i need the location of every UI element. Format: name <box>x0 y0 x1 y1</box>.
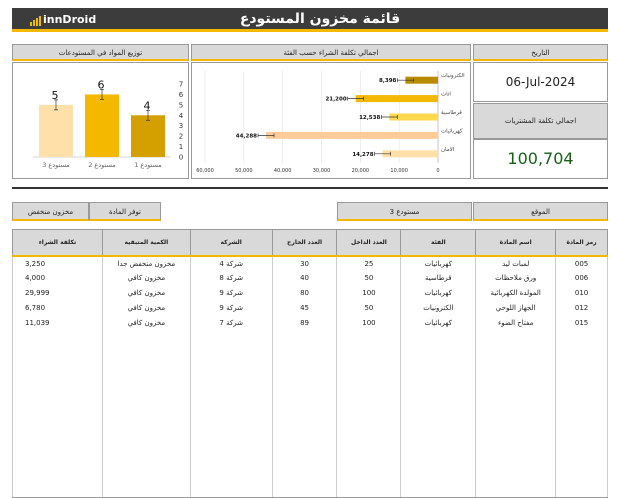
cell-name: المولدة الكهربائية <box>476 286 556 301</box>
col-company: الشركة <box>190 230 272 256</box>
y-tick-label: اثاث <box>441 91 451 98</box>
x-tick-label: مستودع 1 <box>134 161 162 169</box>
cell-name: الجهاز اللوحي <box>476 301 556 316</box>
cell-in: 50 <box>337 271 401 286</box>
page-title: قائمة مخزون المستودع <box>239 11 401 27</box>
data-label: 12,538 <box>359 115 381 121</box>
data-label: 6 <box>97 78 105 92</box>
x-tick-label: 30,000 <box>312 168 331 174</box>
availability-label: توفر المادة <box>89 202 161 221</box>
data-label: 21,200 <box>325 96 347 103</box>
x-tick-label: 40,000 <box>273 168 292 174</box>
cell-category: الكترونيات <box>401 301 476 316</box>
cell-cost: 4,000 <box>13 271 103 286</box>
y-tick-label: قرطاسية <box>441 110 462 116</box>
bar <box>131 115 165 157</box>
y-tick-label: 0 <box>178 153 184 162</box>
table-header-row <box>13 230 608 256</box>
section-divider <box>12 187 608 189</box>
site-select[interactable]: مستودع 3 <box>337 202 472 221</box>
col-out: العدد الخارج <box>272 230 337 256</box>
y-tick-label: الامان <box>441 146 455 153</box>
cell-category: كهربائيات <box>401 286 476 301</box>
total-value: 100,704 <box>473 139 608 179</box>
dist-chart-title: توزيع المواد في المستودعات <box>12 44 189 61</box>
data-label: 14,278 <box>352 151 374 158</box>
cell-company: شركة 9 <box>190 286 272 301</box>
cell-company: شركة 9 <box>190 301 272 316</box>
data-label: 4 <box>143 99 151 113</box>
cell-code: 006 <box>556 271 608 286</box>
cell-cost: 6,780 <box>13 301 103 316</box>
table-row <box>13 316 608 331</box>
col-cost: تكلفة الشراء <box>13 230 103 256</box>
date-label: التاريخ <box>473 44 608 61</box>
data-label: 5 <box>51 88 59 102</box>
y-tick-label: 7 <box>178 80 184 89</box>
cell-in: 25 <box>337 256 401 271</box>
cell-out: 30 <box>272 256 337 271</box>
cost-chart-panel <box>191 62 471 179</box>
x-tick-label: 0 <box>436 168 440 174</box>
cell-name: لمبات ليد <box>476 256 556 271</box>
logo-bars-icon <box>30 16 41 26</box>
cell-company: شركة 8 <box>190 271 272 286</box>
cell-cost: 3,250 <box>13 256 103 271</box>
col-name: اسم المادة <box>476 230 556 256</box>
y-tick-label: 1 <box>178 143 184 152</box>
col-in: العدد الداخل <box>337 230 401 256</box>
cell-category: كهربائيات <box>401 256 476 271</box>
cell-in: 100 <box>337 286 401 301</box>
table-row <box>13 271 608 286</box>
cell-in: 100 <box>337 316 401 331</box>
x-tick-label: 10,000 <box>390 168 408 174</box>
cell-in: 50 <box>337 301 401 316</box>
cell-out: 80 <box>272 286 337 301</box>
availability-select[interactable]: مخزون منخفض <box>12 202 89 221</box>
data-label: 8,398 <box>378 78 397 85</box>
cost-chart <box>192 63 470 178</box>
y-tick-label: كهربائيات <box>441 128 463 135</box>
site-label: الموقع <box>473 202 608 221</box>
date-value: 06-Jul-2024 <box>473 62 608 102</box>
cell-company: شركة 4 <box>190 256 272 271</box>
cell-out: 40 <box>272 271 337 286</box>
bar <box>39 105 73 157</box>
cell-company: شركة 7 <box>190 316 272 331</box>
cell-remaining: مخزون كافي <box>102 301 190 316</box>
y-tick-label: 5 <box>178 101 184 110</box>
table-empty-area <box>13 331 608 498</box>
cell-out: 45 <box>272 301 337 316</box>
cell-cost: 11,039 <box>13 316 103 331</box>
cell-name: مفتاح الضوء <box>476 316 556 331</box>
cell-out: 89 <box>272 316 337 331</box>
cell-code: 012 <box>556 301 608 316</box>
data-label: 44,288 <box>235 133 258 140</box>
y-tick-label: 6 <box>178 90 184 99</box>
cell-category: كهربائيات <box>401 316 476 331</box>
cell-category: قرطاسية <box>401 271 476 286</box>
dist-chart-panel <box>12 62 189 179</box>
table-row <box>13 301 608 316</box>
x-tick-label: 20,000 <box>351 168 370 174</box>
logo: innDroid <box>30 13 96 26</box>
y-tick-label: 2 <box>178 132 184 141</box>
x-tick-label: مستودع 3 <box>42 161 70 169</box>
y-tick-label: الكترونيات <box>441 73 465 80</box>
table-row <box>13 286 608 301</box>
x-tick-label: مستودع 2 <box>88 161 116 169</box>
y-tick-label: 4 <box>178 111 184 120</box>
cell-code: 015 <box>556 316 608 331</box>
x-tick-label: 50,000 <box>235 168 253 174</box>
cell-remaining: مخزون كافي <box>102 271 190 286</box>
cell-remaining: مخزون كافي <box>102 316 190 331</box>
cell-code: 005 <box>556 256 608 271</box>
col-remaining: الكمية المتبقية <box>102 230 190 256</box>
y-tick-label: 3 <box>178 122 184 131</box>
bar <box>85 94 119 157</box>
col-category: الفئة <box>401 230 476 256</box>
bar <box>356 95 438 102</box>
cell-cost: 29,999 <box>13 286 103 301</box>
cost-chart-title: اجمالي تكلفة الشراء حسب الفئة <box>191 44 471 61</box>
cell-code: 010 <box>556 286 608 301</box>
cell-remaining: مخزون منخفض جدا <box>102 256 190 271</box>
dist-chart <box>13 63 188 178</box>
cell-remaining: مخزون كافي <box>102 286 190 301</box>
inventory-table <box>12 229 608 498</box>
total-label: اجمالي تكلفة المشتريات <box>473 103 608 139</box>
cell-name: ورق ملاحظات <box>476 271 556 286</box>
bar <box>266 132 438 139</box>
x-tick-label: 60,000 <box>196 168 214 174</box>
col-code: رمز المادة <box>556 230 608 256</box>
table-row <box>13 256 608 271</box>
